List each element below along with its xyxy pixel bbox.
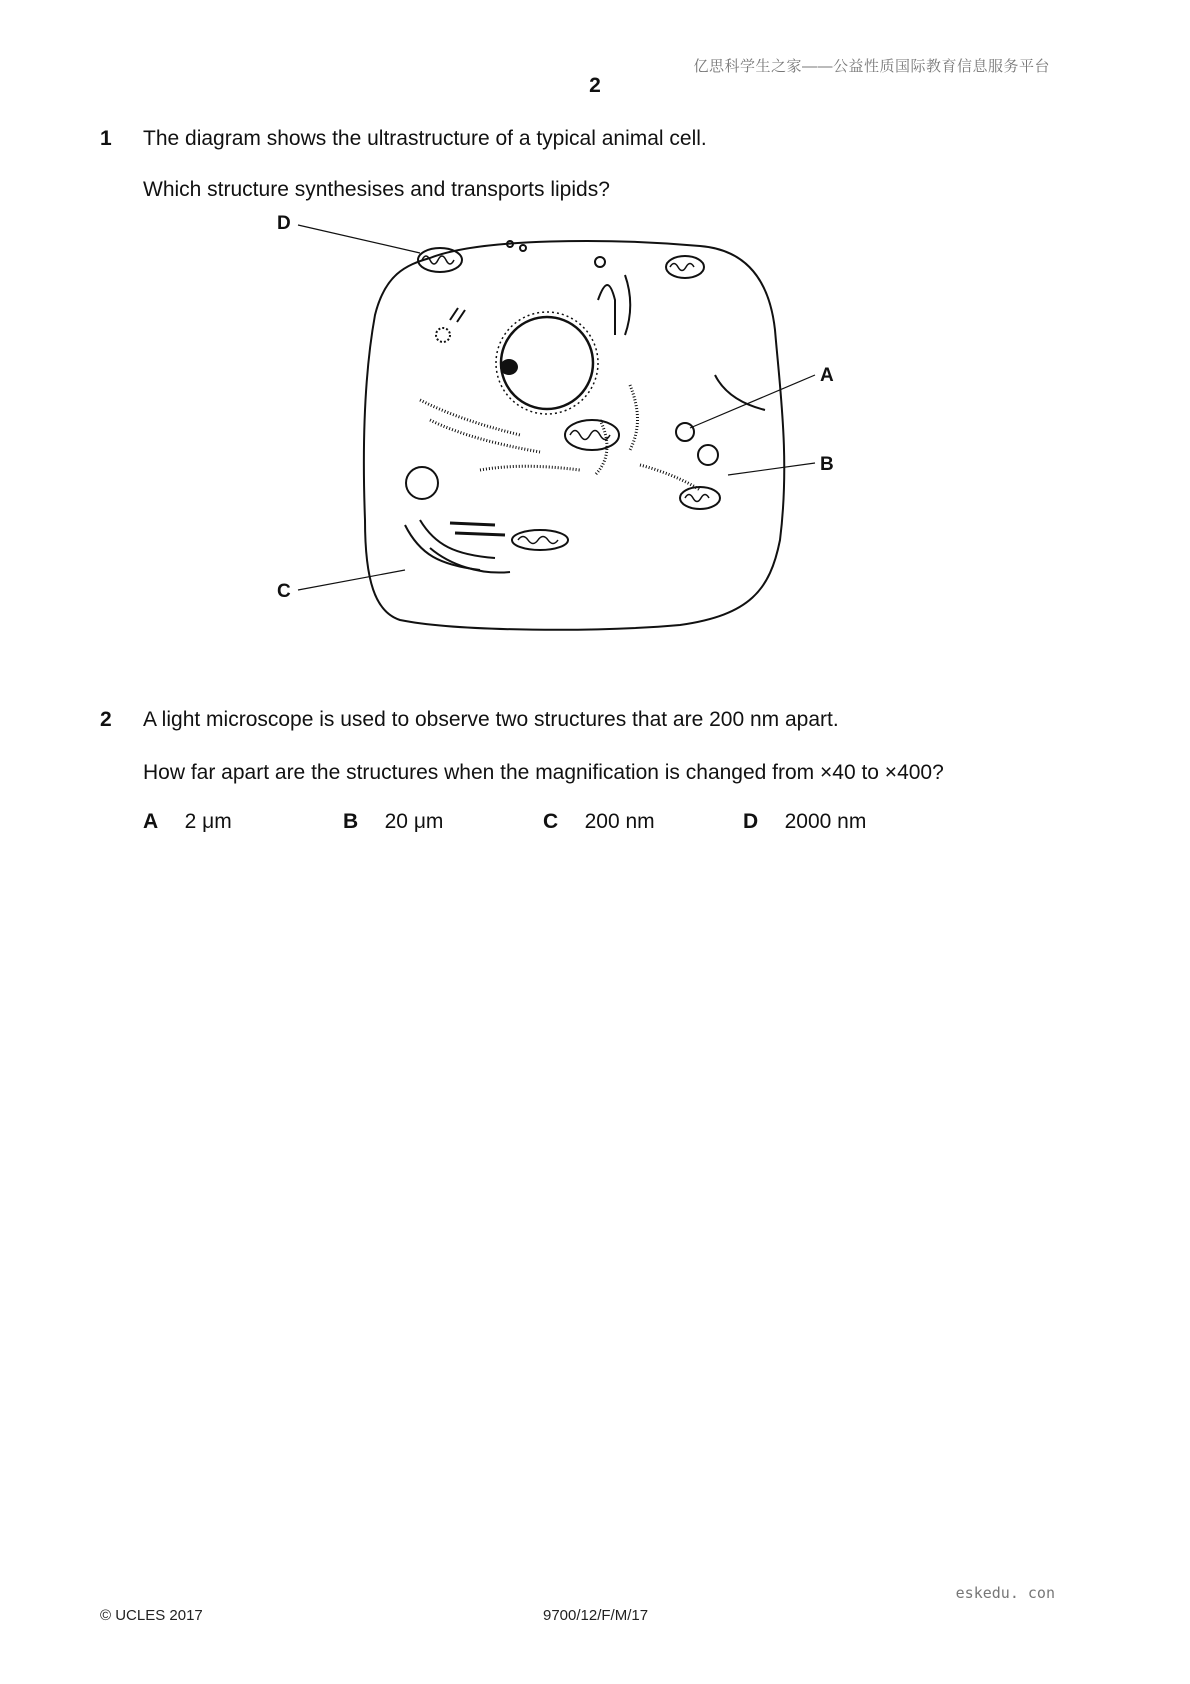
centriole-1 (450, 308, 458, 320)
option-c-value: 200 nm (584, 810, 655, 833)
rough-er-5 (630, 385, 638, 450)
nucleolus (500, 359, 518, 375)
diagram-label-d: D (277, 213, 291, 234)
footer-paper-code: 9700/12/F/M/17 (543, 1607, 649, 1624)
smooth-er-5 (455, 533, 505, 535)
diagram-label-c: C (277, 581, 291, 602)
diagram-label-a: A (820, 365, 834, 386)
rough-er-1 (420, 400, 520, 435)
mitochondrion-2 (666, 256, 704, 278)
label-c-leader (298, 570, 405, 590)
mitochondrion-4 (512, 530, 568, 550)
rough-er-6 (640, 465, 700, 490)
site-watermark: eskedu. con (955, 1584, 1055, 1602)
option-a-value: 2 μm (184, 810, 232, 833)
golgi-2 (625, 275, 630, 335)
animal-cell-diagram (277, 213, 920, 660)
question-2-number: 2 (100, 708, 112, 731)
option-c-letter: C (543, 810, 559, 833)
label-b-leader (728, 463, 815, 475)
footer-copyright: © UCLES 2017 (100, 1607, 203, 1624)
option-a[interactable] (143, 810, 232, 834)
golgi-1 (598, 285, 615, 335)
question-2-prompt: How far apart are the structures when the magnification is changed from ×40 to ×400? (143, 761, 944, 784)
option-b[interactable] (343, 810, 443, 834)
question-2-stem: A light microscope is used to observe two structures that are 200 nm apart. (143, 708, 839, 731)
cell-membrane (364, 241, 784, 630)
option-c[interactable] (543, 810, 655, 834)
option-d[interactable] (743, 810, 866, 834)
option-a-letter: A (143, 810, 159, 833)
option-d-letter: D (743, 810, 759, 833)
membrane-fold (715, 375, 765, 410)
option-d-value: 2000 nm (784, 810, 867, 833)
centriole-2 (457, 310, 465, 322)
option-b-letter: B (343, 810, 359, 833)
mitochondrion-5 (680, 487, 720, 509)
lysosome (406, 467, 438, 499)
mitochondrion-3 (565, 420, 619, 450)
diagram-label-b: B (820, 454, 834, 475)
question-1-number: 1 (100, 127, 112, 150)
smooth-er-4 (450, 523, 495, 525)
vesicle-b (698, 445, 718, 465)
header-watermark: 亿思科学生之家——公益性质国际教育信息服务平台 (693, 58, 1050, 75)
vesicle-a (676, 423, 694, 441)
question-1-prompt: Which structure synthesises and transports lipids? (143, 178, 610, 201)
question-1-stem: The diagram shows the ultrastructure of a typical animal cell. (143, 127, 707, 150)
page-number: 2 (589, 74, 601, 97)
label-d-leader (298, 225, 420, 253)
smooth-er-1 (405, 525, 480, 570)
option-b-value: 20 μm (384, 810, 444, 833)
rough-er-3 (480, 466, 580, 470)
centrosome (436, 328, 450, 342)
label-a-leader (690, 375, 815, 428)
